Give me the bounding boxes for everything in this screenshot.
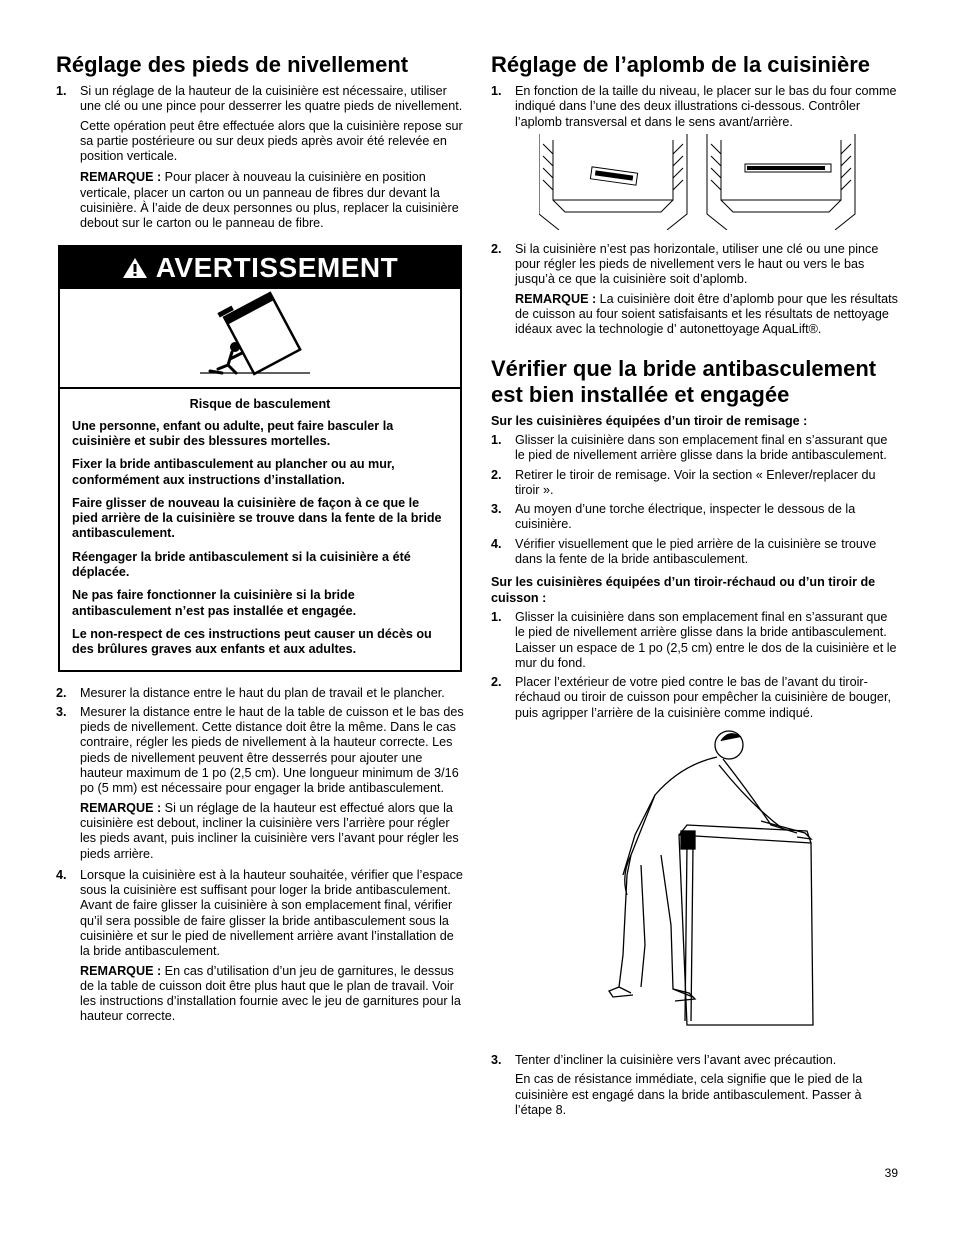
warning-line: Ne pas faire fonctionner la cuisinière si la bride antibasculement n’est pas installée et engagée. [72,588,357,618]
level-step-1: 1. En fonction de la taille du niveau, le placer sur le bas du four comme indiqué dans l’une des deux illustrations ci-dessous. Contrôler l’aplomb transversal et dans le sens avant/arrière. [491,84,897,129]
right-column [491,52,899,1124]
page-number: 39 [884,1166,898,1180]
list-item: 2. Retirer le tiroir de remisage. Voir la section « Enlever/replacer du tiroir ». [491,467,876,497]
warning-line: Le non-respect de ces instructions peut causer un décès ou des brûlures graves aux enfants et aux adultes. [72,626,432,657]
step-1: 1. Si un réglage de la hauteur de la cuisinière est nécessaire, utiliser une clé ou une pince pour desserrer les quatre pieds de nivellement. [56,84,463,114]
warning-header: AVERTISSEMENT [60,247,460,289]
level-step-2: 2. Si la cuisinière n’est pas horizontale, utiliser une clé ou une pince pour régler les pieds de nivellement vers le haut ou vers le bas jusqu’à ce que la cuisinière soit d’aplomb. [491,241,879,287]
list-item: 1. Glisser la cuisinière dans son emplacement final en s’assurant que le pied de nivellement arrière glisse dans la bride antibasculement. Laisser un espace de 1 po (2,5 cm) entre le dos de la cuisinière et le mur du fond. [491,609,897,670]
section-title-anti-tip: Vérifier que la bride antibasculement est bien installée et engagée [491,355,877,407]
step-3: 3. Mesurer la distance entre le haut de la table de cuisson et le bas des pieds de nivellement. Cette distance doit être la même. Dans le cas contraire, régler les pieds de nivellement à la hauteur correcte. Les pieds de nivellement peuvent être desserrés pour ajouter une hauteur maximum de 1 po (2,5 cm). Une longueur minimum de 3/16 po (5 mm) est nécessaire pour engager la bride antibasculement. [56,704,464,796]
warning-box [58,245,462,672]
step-4-note: REMARQUE : En cas d’utilisation d’un jeu de garnitures, le dessus de la table de cuisson doit être plus haut que le plan de travail. Voir les instructions d’installation fournie avec le jeu de garnitures pour la hauteur correcte. [80,963,461,1024]
step-1-note: REMARQUE : Pour placer à nouveau la cuisinière en position verticale, placer un carton ou un panneau de fibres dur devant la cuisinière. À l’aide de deux personnes ou plus, replacer la cuisinière debout sur le carton ou le panneau de fibre. [80,170,459,231]
left-column [56,52,464,1031]
list-item: 1. Glisser la cuisinière dans son emplacement final en s’assurant que le pied de nivellement arrière glisse dans la bride antibasculement. [491,432,888,463]
subheading-storage-drawer: Sur les cuisinières équipées d’un tiroir de remisage : [491,413,808,428]
warning-line: Une personne, enfant ou adulte, peut faire basculer la cuisinière et subir des blessures mortelles. [72,418,394,448]
oven-level-illustrations [539,134,899,234]
warning-line: Faire glisser de nouveau la cuisinière de façon à ce que le pied arrière de la cuisinière se trouve dans la fente de la bride antibasculement. [72,495,442,541]
person-tilting-range-illustration [601,725,899,1045]
section-title-range-level: Réglage de l’aplomb de la cuisinière [491,52,871,77]
step-1-paragraph: Cette opération peut être effectuée alors que la cuisinière repose sur sa partie postérieure ou sur deux pieds après avoir été relevée en position verticale. [80,118,463,164]
section-title-leveling-feet: Réglage des pieds de nivellement [56,52,409,77]
list-item: 4. Vérifier visuellement que le pied arrière de la cuisinière se trouve dans la fente de la bride antibasculement. [491,536,877,567]
warning-line: Réengager la bride antibasculement si la cuisinière a été déplacée. [72,549,411,580]
warning-line: Fixer la bride antibasculement au plancher ou au mur, conformément aux instructions d’installation. [72,457,395,487]
subheading-warming-drawer: Sur les cuisinières équipées d’un tiroir-réchaud ou d’un tiroir de cuisson : [491,575,876,605]
warning-triangle-icon [122,257,148,279]
warning-title: Risque de basculement [189,396,331,411]
list-item: 2. Placer l’extérieur de votre pied contre le bas de l’avant du tiroir-réchaud ou tiroir de cuisson pour empêcher la cuisinière de bouger, puis agripper l’arrière de la cuisinière comme indiqué. [491,675,891,720]
list-item: 3. Au moyen d’une torche électrique, inspecter le dessous de la cuisinière. [491,502,856,532]
step-4: 4. Lorsque la cuisinière est à la hauteur souhaitée, vérifier que l’espace sous la cuisinière est suffisant pour loger la bride antibasculement. Avant de faire glisser la cuisinière à son emplacement final, vérifier qu’il sera possible de faire glisser la bride antibasculement sous la cuisinière et sur le pied de nivellement arrière avant l’installation de la bride antibasculement. [56,867,463,959]
anti-tip-step-3-paragraph: En cas de résistance immédiate, cela signifie que le pied de la cuisinière est engagé dans la bride antibasculement. Passer à l’étape 8. [515,1072,863,1117]
step-3-note: REMARQUE : Si un réglage de la hauteur est effectué alors que la cuisinière est debout, incliner la cuisinière vers l’arrière pour régler les pieds avant, puis incliner la cuisinière vers l’avant pour régler les pieds arrière. [80,800,459,861]
step-2: 2. Mesurer la distance entre le haut du plan de travail et le plancher. [56,685,445,700]
anti-tip-step-3: 3. Tenter d’incliner la cuisinière vers l’avant avec précaution. [491,1053,837,1068]
level-step-2-note: REMARQUE : La cuisinière doit être d’aplomb pour que les résultats de cuisson au four soient satisfaisants et les résultats de nettoyage idéaux avec la technologie d’ autonettoyage AquaLift®. [515,291,898,337]
tip-over-illustration [60,289,460,389]
